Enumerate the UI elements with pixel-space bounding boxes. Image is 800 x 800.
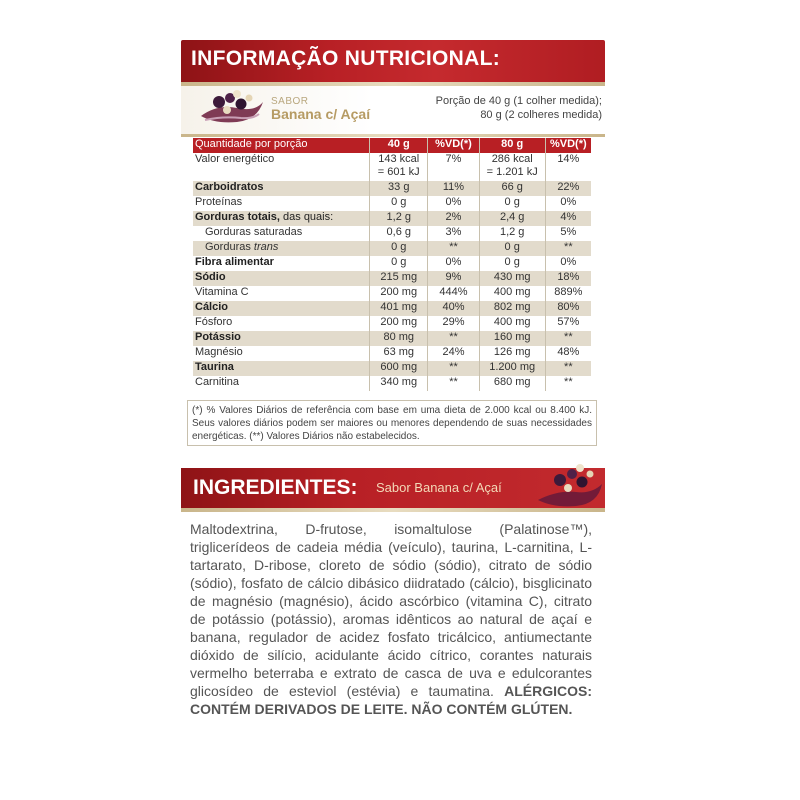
- nutrient-value-vd2: 80%: [545, 301, 591, 316]
- nutrient-label: Vitamina C: [193, 286, 370, 301]
- nutrient-value-v40: 401 mg: [370, 301, 428, 316]
- nutrient-value-v80: 286 kcal = 1.201 kJ: [479, 153, 545, 181]
- nutrient-label: Cálcio: [193, 301, 370, 316]
- ingredients-title: INGREDIENTES:: [193, 476, 358, 499]
- nutrition-title: INFORMAÇÃO NUTRICIONAL:: [191, 47, 501, 70]
- nutrient-value-v40: 80 mg: [370, 331, 428, 346]
- nutrient-value-vd1: 9%: [428, 271, 480, 286]
- table-row: [193, 346, 591, 361]
- allergy-warning: ALÉRGICOS: CONTÉM DERIVADOS DE LEITE. NÃO CONTÉM GLÚTEN.: [190, 683, 592, 717]
- nutrient-value-v40: 0,6 g: [370, 226, 428, 241]
- nutrient-label: Gorduras totais, das quais:: [193, 211, 370, 226]
- nutrient-value-vd1: 29%: [428, 316, 480, 331]
- footnote: (*) % Valores Diários de referência com base em uma dieta de 2.000 kcal ou 8.400 kJ. Seus valores diários podem ser maiores ou menores dependendo de suas necessidades energéticas. (**) Valores Diários não estabelecidos.: [187, 400, 597, 446]
- table-row: [193, 361, 591, 376]
- nutrient-value-v80: 2,4 g: [479, 211, 545, 226]
- nutrient-value-vd2: 14%: [557, 153, 580, 165]
- portion-line-1: Porção de 40 g (1 colher medida);: [435, 95, 602, 107]
- flavor-row: [181, 86, 605, 134]
- nutrient-value-vd2: 4%: [545, 211, 591, 226]
- nutrient-label: Gorduras trans: [193, 241, 370, 256]
- nutrient-value-vd2: **: [545, 361, 591, 376]
- nutrient-value-v40: 215 mg: [370, 271, 428, 286]
- nutrient-label: Proteínas: [193, 196, 370, 211]
- nutrient-value-vd2: 889%: [554, 286, 583, 298]
- flavor-label: SABOR: [271, 96, 309, 107]
- nutrient-value-vd1: 24%: [428, 346, 480, 361]
- nutrient-value-vd1: 2%: [428, 211, 480, 226]
- table-row: [193, 316, 591, 331]
- nutrition-table: [193, 138, 591, 391]
- ingredients-text: [190, 520, 592, 718]
- table-row: [193, 241, 591, 256]
- ingredients-divider: [181, 508, 605, 512]
- flavor-name: Banana c/ Açaí: [271, 106, 371, 122]
- nutrient-value-vd1: 0%: [428, 196, 480, 211]
- column-header: 80 g: [479, 138, 545, 153]
- nutrient-value-v80: 126 mg: [479, 346, 545, 361]
- nutrient-value-vd1: 0%: [428, 256, 480, 271]
- table-row: [193, 271, 591, 286]
- table-row: [193, 196, 591, 211]
- ingredients-subtitle: Sabor Banana c/ Açaí: [376, 480, 502, 495]
- table-row: [193, 226, 591, 241]
- nutrient-value-v40: 1,2 g: [370, 211, 428, 226]
- nutrient-value-vd1: 40%: [428, 301, 480, 316]
- nutrient-value-v40: 33 g: [370, 181, 428, 196]
- nutrient-value-vd1: 7%: [428, 153, 480, 181]
- nutrient-value-vd2: **: [545, 331, 591, 346]
- nutrient-label: Carnitina: [193, 376, 370, 391]
- table-row: [193, 376, 591, 391]
- nutrient-label: Carboidratos: [193, 181, 370, 196]
- nutrient-label: Fósforo: [193, 316, 370, 331]
- nutrient-label: Potássio: [193, 331, 370, 346]
- nutrient-value-vd2: 0%: [560, 256, 577, 268]
- nutrient-value-v80: 0 g: [479, 256, 545, 271]
- column-header: %VD(*): [545, 138, 591, 153]
- nutrient-value-v40: 143 kcal = 601 kJ: [370, 153, 428, 181]
- nutrient-value-v40: 600 mg: [370, 361, 428, 376]
- portion-line-2: 80 g (2 colheres medida): [480, 109, 602, 121]
- nutrient-value-v40: 340 mg: [370, 376, 428, 391]
- nutrient-value-v40: 0 g: [370, 241, 428, 256]
- nutrient-value-v80: 400 mg: [479, 286, 545, 301]
- column-header: Quantidade por porção: [193, 138, 370, 153]
- nutrient-value-vd2: 48%: [557, 346, 580, 358]
- nutrient-value-vd2: 18%: [545, 271, 591, 286]
- nutrient-label: Magnésio: [193, 346, 370, 361]
- nutrient-value-v80: 0 g: [479, 241, 545, 256]
- nutrient-value-vd2: **: [545, 241, 591, 256]
- nutrient-value-v40: 200 mg: [370, 286, 428, 301]
- nutrient-value-v80: 680 mg: [479, 376, 545, 391]
- nutrient-value-v40: 0 g: [370, 256, 428, 271]
- nutrient-value-v80: 400 mg: [479, 316, 545, 331]
- nutrient-value-v80: 430 mg: [479, 271, 545, 286]
- nutrient-value-v40: 63 mg: [370, 346, 428, 361]
- nutrient-value-v80: 160 mg: [479, 331, 545, 346]
- nutrient-value-vd2: 57%: [557, 316, 580, 328]
- nutrient-value-vd2: **: [564, 376, 573, 388]
- table-row: [193, 331, 591, 346]
- nutrient-value-v80: 802 mg: [479, 301, 545, 316]
- nutrient-value-v80: 1,2 g: [479, 226, 545, 241]
- nutrient-label: Taurina: [193, 361, 370, 376]
- nutrient-value-vd1: **: [428, 241, 480, 256]
- nutrient-value-vd1: **: [428, 376, 480, 391]
- nutrient-value-v80: 1.200 mg: [479, 361, 545, 376]
- column-header: 40 g: [370, 138, 428, 153]
- flavor-divider: [181, 134, 605, 137]
- nutrient-label: Fibra alimentar: [193, 256, 370, 271]
- nutrient-value-v80: 0 g: [479, 196, 545, 211]
- table-row: [193, 286, 591, 301]
- nutrient-label: Sódio: [193, 271, 370, 286]
- table-row: [193, 256, 591, 271]
- nutrient-value-vd1: **: [428, 331, 480, 346]
- nutrition-header: [181, 40, 605, 82]
- table-row: [193, 301, 591, 316]
- nutrient-value-v40: 0 g: [370, 196, 428, 211]
- nutrient-value-vd1: 444%: [428, 286, 480, 301]
- nutrient-value-vd2: 22%: [545, 181, 591, 196]
- nutrition-table-body: [193, 153, 591, 391]
- table-row: [193, 181, 591, 196]
- table-row: [193, 153, 591, 181]
- column-header: %VD(*): [428, 138, 480, 153]
- nutrient-value-v80: 66 g: [479, 181, 545, 196]
- table-row: [193, 211, 591, 226]
- table-header-row: [193, 138, 591, 153]
- nutrient-label: Valor energético: [193, 153, 370, 181]
- nutrient-value-vd1: 3%: [428, 226, 480, 241]
- nutrient-value-vd1: 11%: [428, 181, 480, 196]
- portion-info: [392, 94, 602, 122]
- nutrient-value-vd2: 5%: [560, 226, 577, 238]
- ingredients-list: Maltodextrina, D-frutose, isomaltulose (Palatinose™), triglicerídeos de cadeia média (veículo), taurina, L-carnitina, L-tartarato, D-ribose, cloreto de sódio (sódio), citrato de sódio (sódio), fosfato de cálcio dibásico diidratado (cálcio), bisglicinato de magnésio (magnésio), ácido ascórbico (vitamina C), citrato de potássio (potássio), aromas idênticos ao natural de açaí e banana, regulador de acidez fosfato tricálcico, antiumectante dióxido de silício, acidulante ácido cítrico, corantes naturais vermelho beterraba e extrato de casca de uva e edulcorantes glicosídeo de esteviol (estévia) e taumatina.: [190, 521, 592, 699]
- nutrient-value-v40: 200 mg: [370, 316, 428, 331]
- nutrient-value-vd2: 0%: [560, 196, 577, 208]
- acai-banana-illustration-icon: [197, 86, 265, 132]
- ingredients-header: [181, 468, 605, 508]
- nutrient-value-vd1: **: [428, 361, 480, 376]
- acai-banana-illustration-icon: [536, 460, 604, 510]
- nutrient-label: Gorduras saturadas: [193, 226, 370, 241]
